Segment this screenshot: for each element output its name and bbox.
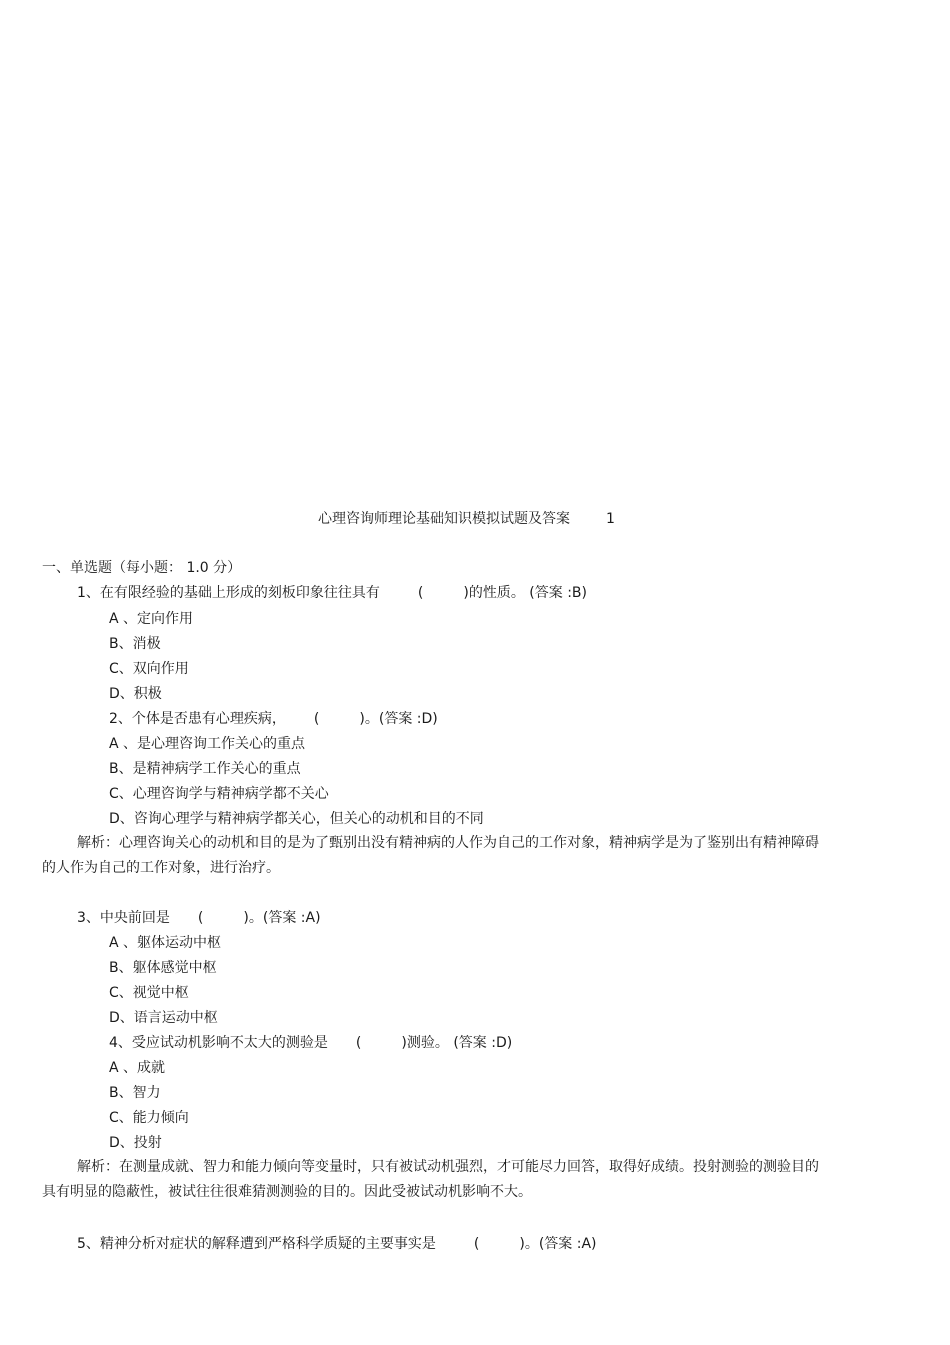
question-4-option-c: C、能力倾向 <box>109 1110 189 1126</box>
question-4-paren-open: ( <box>355 1035 362 1051</box>
question-2-option-a: A 、是心理咨询工作关心的重点 <box>109 736 306 752</box>
title-number: 1 <box>606 511 615 527</box>
question-1-option-a: A 、定向作用 <box>109 611 194 627</box>
question-1-option-d: D、积极 <box>109 686 162 702</box>
question-4-answer: (答案 :D) <box>453 1035 513 1051</box>
question-5-stem: 5、精神分析对症状的解释遭到严格科学质疑的主要事实是 <box>77 1236 436 1252</box>
question-2-analysis: 解析：心理咨询关心的动机和目的是为了甄别出没有精神病的人作为自己的工作对象，精神病学是为了鉴别出有精神障碍的人作为自己的工作对象，进行治疗。 <box>42 835 819 876</box>
question-1-option-c: C、双向作用 <box>109 661 189 677</box>
question-3-option-d: D、语言运动中枢 <box>109 1010 218 1026</box>
question-4-option-d: D、投射 <box>109 1135 162 1151</box>
question-2-paren-open: ( <box>313 711 320 727</box>
question-3 <box>77 909 321 927</box>
question-4-option-a: A 、成就 <box>109 1060 166 1076</box>
question-2-answer: (答案 :D) <box>378 711 438 727</box>
question-1-stem: 1、在有限经验的基础上形成的刻板印象往往具有 <box>77 585 380 601</box>
question-2-option-c: C、心理咨询学与精神病学都不关心 <box>109 786 329 802</box>
section-heading: 一、单选题（每小题： 1.0 分） <box>42 560 242 576</box>
question-4-analysis: 解析：在测量成就、智力和能力倾向等变量时，只有被试动机强烈，才可能尽力回答，取得好成绩。投射测验的测验目的具有明显的隐蔽性，被试往往很难猜测测验的目的。因此受被试动机影响不大。 <box>42 1159 819 1200</box>
question-2-option-b: B、是精神病学工作关心的重点 <box>109 761 301 777</box>
question-3-paren-open: ( <box>197 910 204 926</box>
question-4 <box>109 1034 512 1052</box>
question-1-paren-open: ( <box>417 585 424 601</box>
question-1 <box>77 584 587 602</box>
question-5-paren-close: )。 <box>519 1236 539 1252</box>
question-5-paren-open: ( <box>473 1236 480 1252</box>
question-1-option-b: B、消极 <box>109 636 161 652</box>
document-title <box>318 510 615 528</box>
question-4-option-b: B、智力 <box>109 1085 161 1101</box>
question-4-paren-close: )测验。 <box>401 1035 449 1051</box>
question-3-stem: 3、中央前回是 <box>77 910 170 926</box>
question-3-option-c: C、视觉中枢 <box>109 985 189 1001</box>
question-5 <box>77 1235 597 1253</box>
question-2-option-d: D、咨询心理学与精神病学都关心，但关心的动机和目的不同 <box>109 811 484 827</box>
question-5-answer: (答案 :A) <box>538 1236 597 1252</box>
question-2-stem: 2、个体是否患有心理疾病， <box>109 711 286 727</box>
question-3-option-b: B、躯体感觉中枢 <box>109 960 217 976</box>
question-1-answer: (答案 :B) <box>529 585 587 601</box>
question-2 <box>109 710 438 728</box>
question-1-paren-close: )的性质。 <box>463 585 525 601</box>
question-4-stem: 4、受应试动机影响不太大的测验是 <box>109 1035 328 1051</box>
question-3-option-a: A 、躯体运动中枢 <box>109 935 222 951</box>
question-3-answer: (答案 :A) <box>262 910 321 926</box>
title-text: 心理咨询师理论基础知识模拟试题及答案 <box>318 511 570 527</box>
question-2-paren-close: )。 <box>359 711 379 727</box>
question-3-paren-close: )。 <box>243 910 263 926</box>
